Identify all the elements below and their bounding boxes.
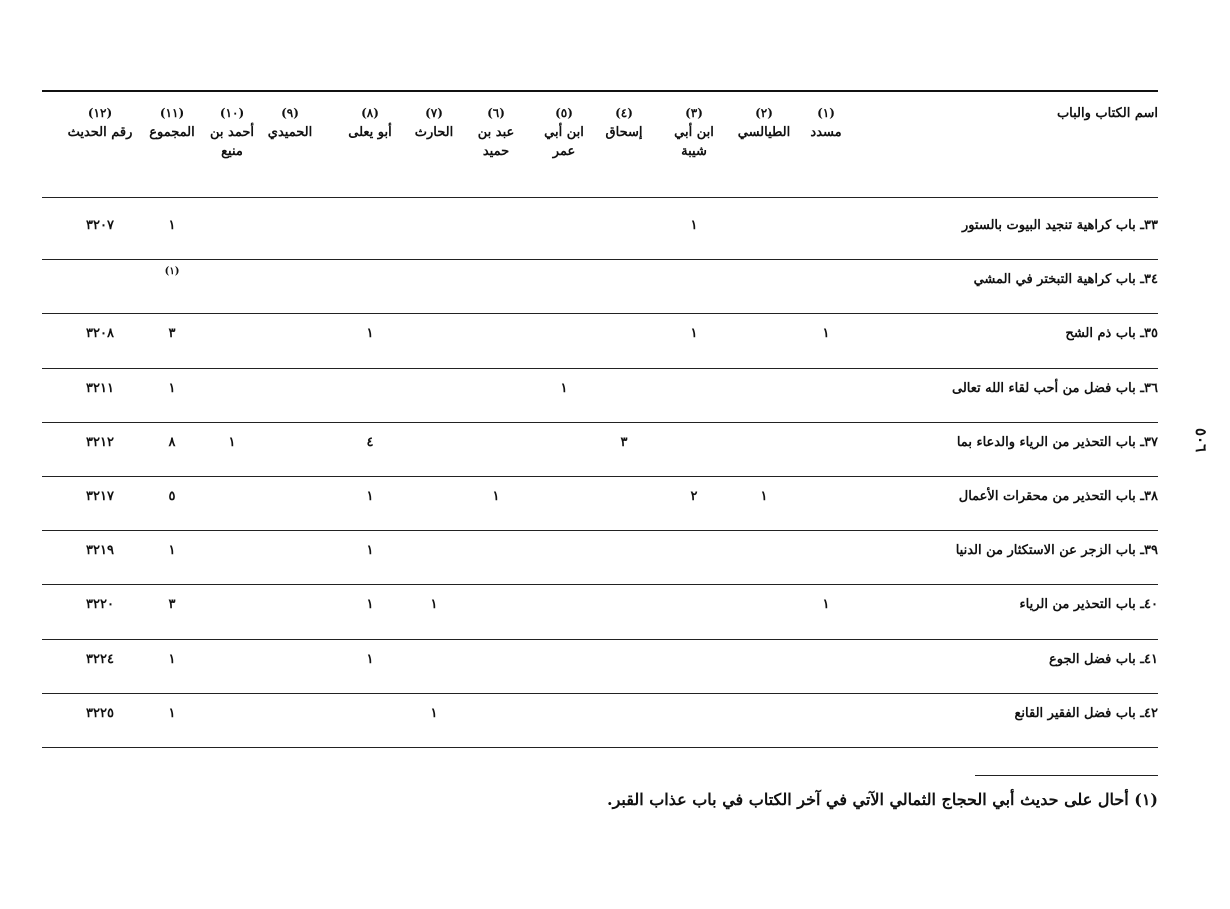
cell-total: (١): [164, 266, 180, 278]
cell-hadith-number: ٣٢٠٧: [86, 218, 114, 233]
column-label: أحمد بن منيع: [209, 125, 255, 159]
row-rule: [42, 639, 1158, 640]
table-top-rule: [42, 90, 1158, 92]
column-label: مسدد: [810, 125, 842, 140]
row-title: ٣٤ـ باب كراهية التبختر في المشي: [973, 272, 1158, 288]
cell-hadith-number: ٣٢١٩: [86, 543, 114, 559]
cell-total: ١: [168, 543, 176, 559]
cell-col-8: ١: [366, 326, 374, 342]
column-header: [734, 104, 794, 142]
row-rule: [42, 476, 1158, 477]
row-rule: [42, 368, 1158, 369]
column-label: ابن أبي شيبة: [674, 125, 714, 159]
column-number: (٧): [425, 106, 443, 120]
column-label: أبو يعلى: [348, 125, 392, 140]
column-header: [796, 104, 856, 142]
column-label: الحارث: [414, 125, 454, 140]
cell-col-10: ١: [228, 434, 236, 450]
row-title: ٣٧ـ باب التحذير من الرياء والدعاء بما: [956, 434, 1158, 450]
cell-total: ١: [168, 705, 176, 721]
cell-col-1: ١: [822, 326, 830, 342]
row-title: ٣٣ـ باب كراهية تنجيد البيوت بالستور: [961, 218, 1158, 233]
row-rule: [42, 530, 1158, 531]
column-header: [255, 104, 325, 142]
column-label: ابن أبي عمر: [544, 125, 584, 159]
column-label: الطيالسي: [737, 125, 791, 140]
column-label: عبد بن حميد: [477, 125, 515, 159]
row-rule: [42, 693, 1158, 694]
column-label: الحميدي: [267, 125, 313, 140]
row-title: ٣٨ـ باب التحذير من محقرات الأعمال: [958, 489, 1158, 504]
column-label: إسحاق: [605, 125, 643, 140]
cell-hadith-number: ٣٢٠٨: [86, 326, 114, 342]
column-title: اسم الكتاب والباب: [1056, 106, 1158, 121]
row-title: ٣٥ـ باب ذم الشح: [1065, 326, 1158, 342]
cell-hadith-number: ٣٢٢٥: [86, 705, 114, 721]
row-title: ٤٠ـ باب التحذير من الرياء: [1019, 597, 1158, 613]
row-title: ٣٦ـ باب فضل من أحب لقاء الله تعالى: [952, 380, 1158, 396]
column-label: رقم الحديث: [67, 125, 133, 140]
column-number: (٤): [615, 106, 633, 120]
cell-total: ١: [168, 651, 176, 667]
cell-col-5: ١: [560, 380, 568, 396]
cell-total: ٣: [168, 597, 176, 613]
page-number: ٥٠٦: [1192, 428, 1210, 453]
cell-total: ١: [168, 218, 176, 233]
row-rule: [42, 747, 1158, 748]
cell-col-3: ١: [690, 326, 698, 342]
cell-total: ٨: [168, 434, 176, 450]
cell-col-8: ١: [366, 597, 374, 613]
cell-hadith-number: ٣٢١٧: [86, 489, 114, 504]
cell-col-8: ٤: [366, 434, 374, 450]
column-header: [146, 104, 198, 142]
row-rule: [42, 313, 1158, 314]
cell-hadith-number: ٣٢٢٤: [86, 651, 114, 667]
column-number: (١١): [159, 106, 185, 120]
column-number: (٣): [685, 106, 703, 120]
row-title: ٤١ـ باب فضل الجوع: [1049, 651, 1158, 667]
column-header: [339, 104, 401, 142]
column-header: [61, 104, 139, 142]
column-number: (٩): [281, 106, 299, 120]
cell-total: ٣: [168, 326, 176, 342]
row-rule: [42, 584, 1158, 585]
cell-hadith-number: ٣٢١٢: [86, 434, 114, 450]
cell-col-6: ١: [492, 489, 500, 504]
column-number: (١): [817, 106, 835, 120]
cell-total: ١: [168, 380, 176, 396]
row-rule: [42, 259, 1158, 260]
header-bottom-rule: [42, 197, 1158, 198]
row-title: ٤٢ـ باب فضل الفقير القانع: [1014, 705, 1158, 721]
column-number: (٦): [487, 106, 505, 120]
cell-col-8: ١: [366, 489, 374, 504]
column-number: (٥): [555, 106, 573, 120]
column-number: (٢): [755, 106, 773, 120]
column-header: [664, 104, 724, 161]
cell-col-8: ١: [366, 651, 374, 667]
column-header: [468, 104, 524, 161]
cell-col-1: ١: [822, 597, 830, 613]
cell-col-2: ١: [760, 489, 768, 504]
row-title: ٣٩ـ باب الزجر عن الاستكثار من الدنيا: [955, 543, 1158, 559]
cell-col-3: ١: [690, 218, 698, 233]
cell-col-8: ١: [366, 543, 374, 559]
cell-col-7: ١: [430, 705, 438, 721]
cell-col-3: ٢: [690, 489, 698, 504]
column-header: [594, 104, 654, 142]
column-header: [406, 104, 462, 142]
cell-hadith-number: ٣٢١١: [86, 380, 114, 396]
column-number: (١٠): [219, 106, 245, 120]
footnote: (١) أحال على حديث أبي الحجاج الثمالي الآتي في آخر الكتاب في باب عذاب القبر.: [607, 790, 1158, 809]
column-header: [536, 104, 592, 161]
column-number: (٨): [361, 106, 379, 120]
column-label: المجموع: [149, 125, 195, 140]
row-rule: [42, 422, 1158, 423]
column-number: (١٢): [87, 106, 113, 120]
footnote-rule: [975, 775, 1158, 776]
cell-col-7: ١: [430, 597, 438, 613]
cell-col-4: ٣: [620, 434, 628, 450]
column-header: [202, 104, 262, 161]
cell-hadith-number: ٣٢٢٠: [86, 597, 114, 613]
cell-total: ٥: [168, 489, 176, 504]
